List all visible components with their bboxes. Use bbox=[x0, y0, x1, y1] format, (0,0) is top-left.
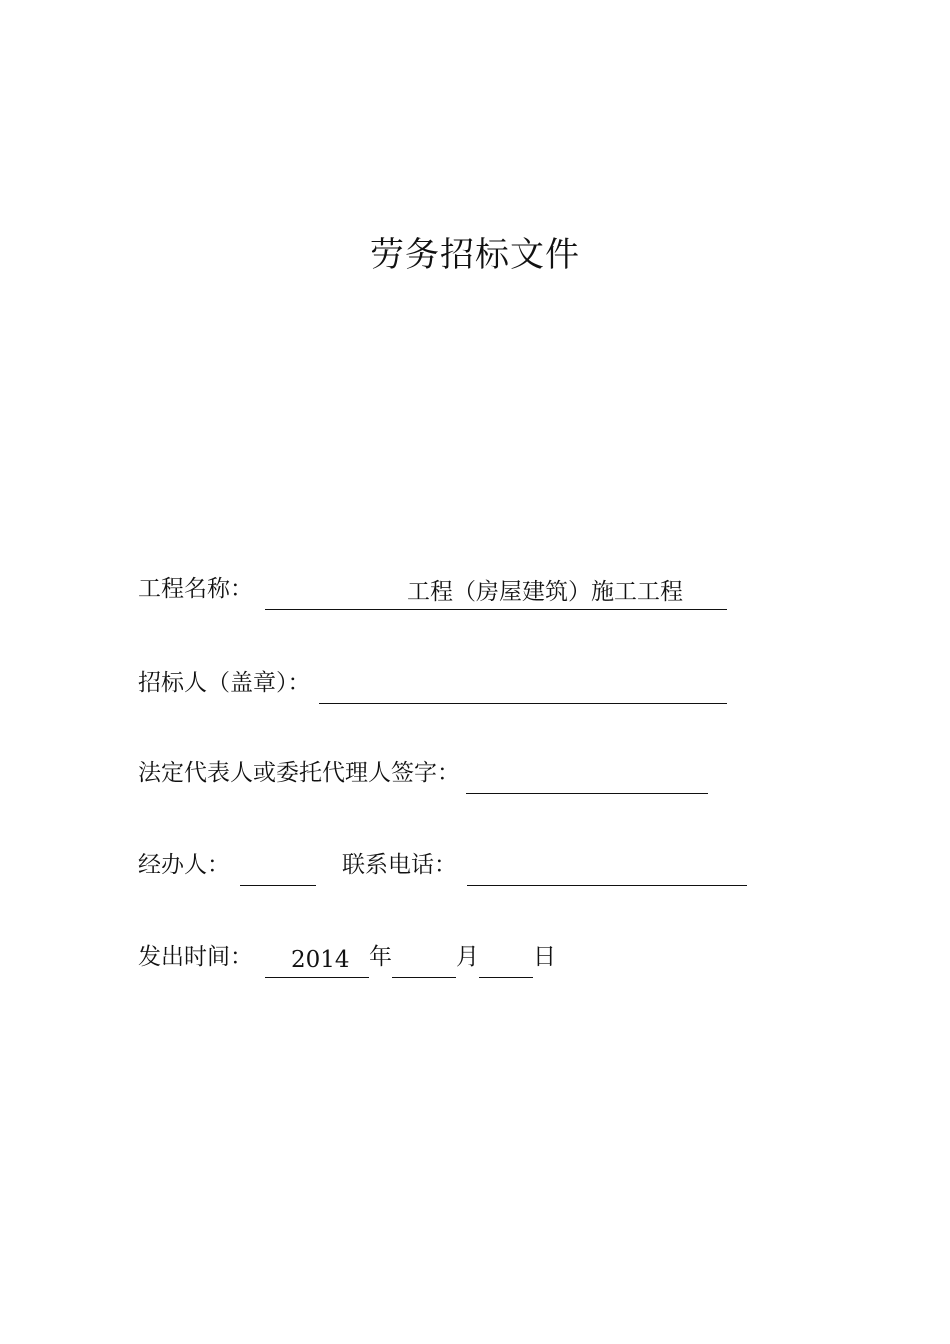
issue-month-line[interactable] bbox=[392, 944, 456, 978]
phone-label: 联系电话： bbox=[342, 852, 457, 878]
field-tenderer bbox=[138, 664, 727, 704]
year-unit: 年 bbox=[369, 944, 392, 970]
legal-rep-label: 法定代表人或委托代理人签字： bbox=[138, 760, 460, 786]
project-name-label: 工程名称： bbox=[138, 576, 253, 602]
issue-date-label: 发出时间： bbox=[138, 944, 253, 970]
tenderer-label: 招标人（盖章）： bbox=[138, 670, 311, 696]
tenderer-line[interactable] bbox=[319, 670, 727, 704]
issue-year-value: 2014 bbox=[291, 947, 350, 973]
phone-line[interactable] bbox=[467, 852, 747, 886]
field-issue-date bbox=[138, 938, 556, 978]
project-name-value: 工程（房屋建筑）施工工程 bbox=[407, 579, 683, 605]
day-unit: 日 bbox=[533, 944, 556, 970]
field-legal-rep bbox=[138, 754, 708, 794]
field-handler-phone bbox=[138, 846, 747, 886]
issue-year-line[interactable] bbox=[265, 944, 369, 978]
issue-day-line[interactable] bbox=[479, 944, 533, 978]
month-unit: 月 bbox=[456, 944, 479, 970]
handler-label: 经办人： bbox=[138, 852, 230, 878]
document-title: 劳务招标文件 bbox=[370, 235, 580, 275]
project-name-line[interactable] bbox=[265, 576, 727, 610]
field-project-name bbox=[138, 570, 727, 610]
handler-line[interactable] bbox=[240, 852, 316, 886]
legal-rep-line[interactable] bbox=[466, 760, 708, 794]
